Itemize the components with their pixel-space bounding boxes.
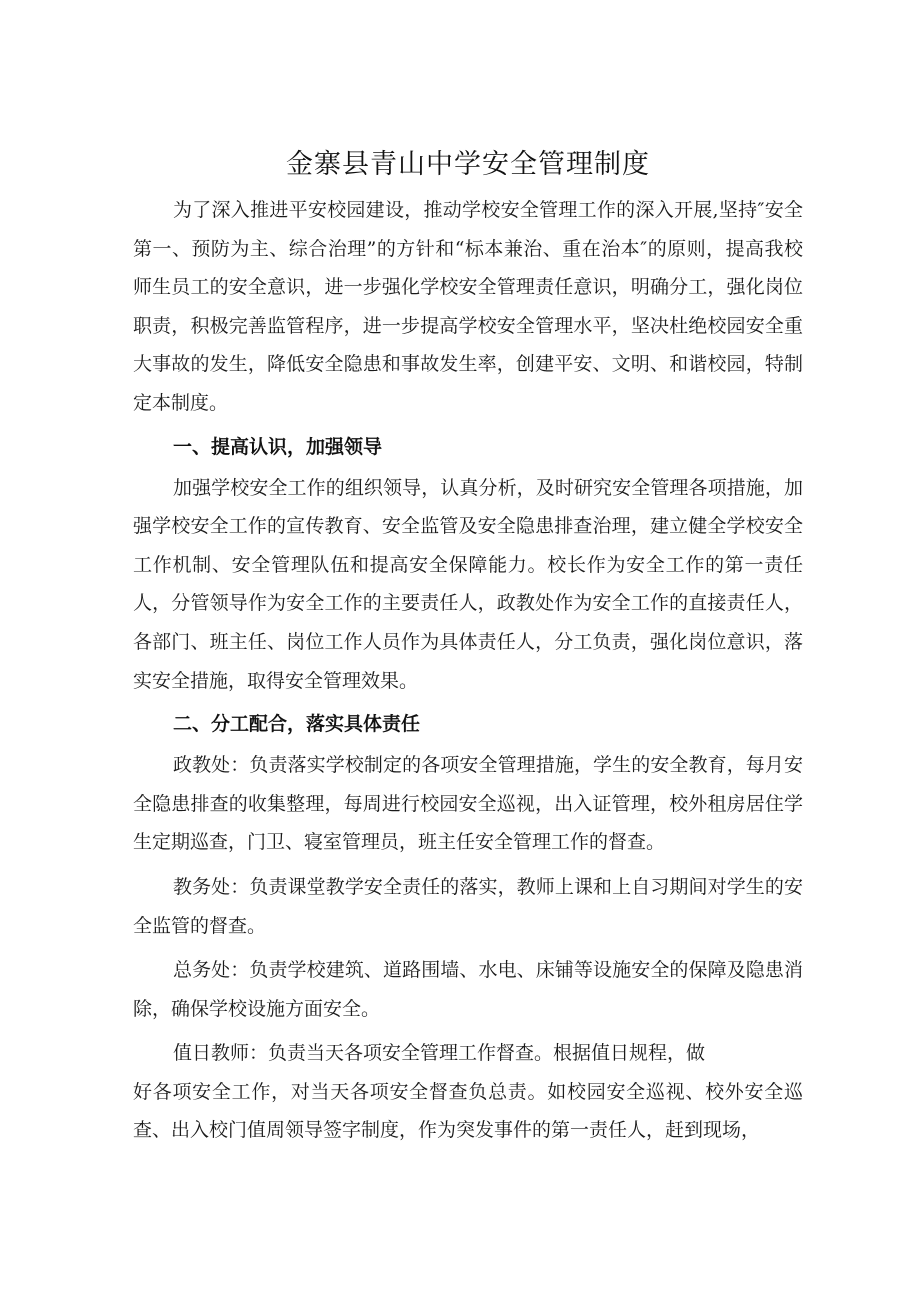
section-2-heading: 二、分工配合，落实具体责任 [173,713,421,736]
zhiri-continuation: 好各项安全工作，对当天各项安全督查负总责。如校园安全巡视、校外安全巡查、出入校门值周领导签字制度，作为突发事件的第一责任人，赶到现场， [133,1080,803,1142]
section-1-heading: 一、提高认识，加强领导 [173,435,383,458]
zhengjiao-paragraph: 政教处：负责落实学校制定的各项安全管理措施，学生的安全教育，每月安全隐患排查的收集整理，每周进行校园安全巡视，出入证管理，校外租房居住学生定期巡查，门卫、寝室管理员，班主任安全管理工作的督查。 [133,754,803,854]
zongwu-paragraph: 总务处：负责学校建筑、道路围墙、水电、床铺等设施安全的保障及隐患消除，确保学校设施方面安全。 [133,959,803,1020]
zhiri-first-line: 值日教师：负责当天各项安全管理工作督查。根据值日规程，做 [173,1042,706,1065]
jiaowu-paragraph: 教务处：负责课堂教学安全责任的落实，教师上课和上自习期间对学生的安全监管的督查。 [133,875,803,937]
intro-paragraph: 为了深入推进平安校园建设，推动学校安全管理工作的深入开展,坚持″安全第一、预防为主、综合治理”的方针和“标本兼治、重在治本″的原则，提高我校师生员工的安全意识，进一步强化学校安全管理责任意识，明确分工，强化岗位职责，积极完善监管程序，进一步提高学校安全管理水平，坚决杜绝校园安全重大事故的发生，降低安全隐患和事故发生率，创建平安、文明、和谐校园，特制定本制度。 [133,199,803,414]
document-title: 金寨县青山中学安全管理制度 [286,149,650,180]
document-content [133,143,803,1150]
section-1-paragraph: 加强学校安全工作的组织领导，认真分析，及时研究安全管理各项措施，加强学校安全工作的宣传教育、安全监管及安全隐患排查治理，建立健全学校安全工作机制、安全管理队伍和提高安全保障能力。校长作为安全工作的第一责任人，分管领导作为安全工作的主要责任人，政教处作为安全工作的直接责任人，各部门、班主任、岗位工作人员作为具体责任人，分工负责，强化岗位意识，落实安全措施，取得安全管理效果。 [133,476,803,692]
